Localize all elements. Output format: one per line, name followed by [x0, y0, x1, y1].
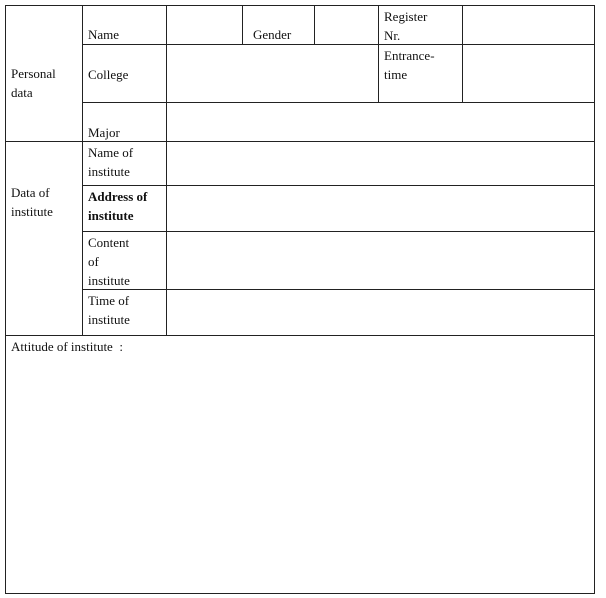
major-field[interactable]	[167, 103, 594, 141]
field-label-entrance-time: Entrance- time	[384, 48, 435, 82]
section-label-personal-data: Personal data	[11, 66, 56, 100]
gender-field[interactable]	[315, 6, 378, 44]
field-label-major: Major	[88, 125, 120, 140]
entrance-time-field[interactable]	[463, 45, 594, 102]
column-divider-section-labels	[82, 5, 83, 335]
row-divider-institute-section	[5, 335, 595, 336]
field-label-institute-content: Content of institute	[88, 235, 130, 288]
field-label-college: College	[88, 67, 129, 82]
college-field[interactable]	[167, 45, 378, 102]
attitude-label: Attitude of institute :	[11, 339, 123, 354]
register-nr-field[interactable]	[463, 6, 594, 44]
field-label-gender: Gender	[253, 27, 292, 42]
institute-address-field[interactable]	[167, 186, 594, 231]
institute-time-field[interactable]	[167, 290, 594, 335]
name-field[interactable]	[167, 6, 242, 44]
field-label-institute-name: Name of institute	[88, 145, 134, 179]
attitude-field[interactable]	[6, 358, 594, 593]
institute-content-field[interactable]	[167, 232, 594, 289]
institute-name-field[interactable]	[167, 142, 594, 185]
field-label-institute-time: Time of institute	[88, 293, 130, 327]
column-divider-register-label	[378, 5, 379, 102]
section-label-institute-data: Data of institute	[11, 185, 53, 219]
field-label-register-nr: Register Nr.	[384, 9, 428, 43]
field-label-institute-address: Address of institute	[88, 189, 148, 223]
column-divider-name-value	[242, 5, 243, 44]
field-label-name: Name	[88, 27, 120, 42]
